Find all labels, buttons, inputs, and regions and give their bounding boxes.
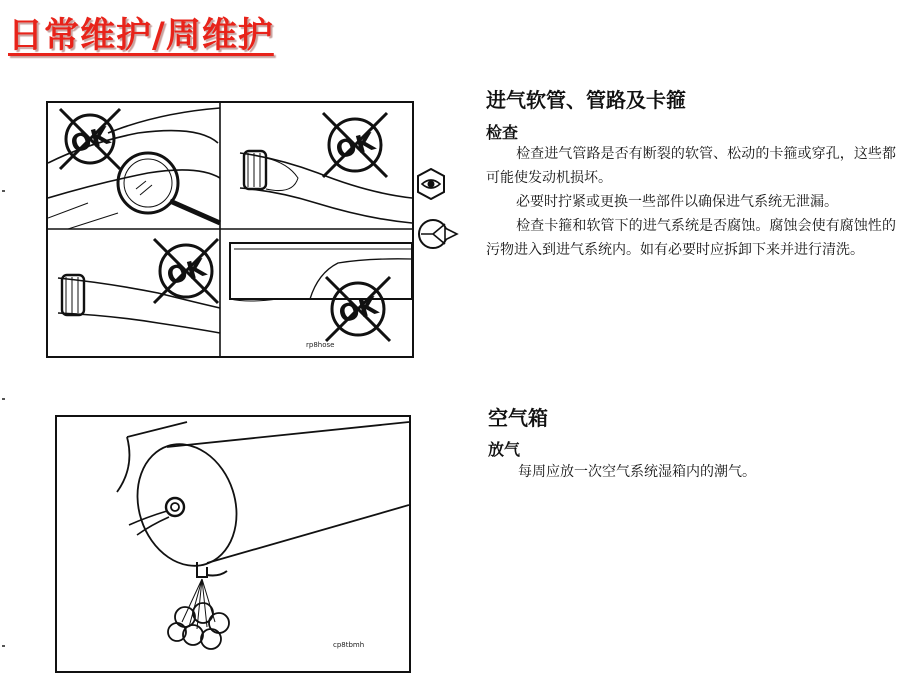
- tools-icon: [417, 214, 461, 254]
- eye-inspect-icon: [415, 168, 447, 200]
- section1-paragraph-1: 检查进气管路是否有断裂的软管、松动的卡箍或穿孔，这些都可能使发动机损坏。: [486, 146, 896, 186]
- ok-mark-3: OK: [163, 253, 209, 291]
- section2-paragraph-1: 每周应放一次空气系统湿箱内的潮气。: [518, 464, 756, 480]
- section2-heading: 空气箱: [488, 406, 548, 430]
- section1-heading: 进气软管、管路及卡箍: [486, 88, 686, 112]
- figure-label-tank: cp8tbmh: [333, 641, 365, 649]
- hose-inspection-figure: [46, 101, 414, 358]
- air-tank-drain-figure: [55, 415, 411, 673]
- figure-label-hose: rp8hose: [306, 341, 335, 349]
- page-title: 日常维护/周维护: [8, 16, 274, 56]
- ok-mark-4: OK: [335, 291, 381, 329]
- hose-inspection-drawing: [48, 103, 412, 356]
- ok-mark-2: OK: [332, 127, 378, 165]
- section1-paragraph-2: 必要时拧紧或更换一些部件以确保进气系统无泄漏。: [516, 194, 838, 210]
- section2-subheading: 放气: [488, 440, 521, 459]
- section1-paragraph-3: 检查卡箍和软管下的进气系统是否腐蚀。腐蚀会使有腐蚀性的污物进入到进气系统内。如有必要时应拆卸下来并进行清洗。: [486, 218, 896, 258]
- section1-subheading: 检查: [486, 123, 519, 142]
- scan-speck: [2, 190, 5, 192]
- section2-body: [488, 460, 898, 484]
- air-tank-drawing: [57, 417, 409, 671]
- scan-speck: [2, 645, 5, 647]
- scan-speck: [2, 398, 5, 400]
- section1-body: [486, 142, 896, 262]
- ok-mark-1: OK: [67, 121, 113, 159]
